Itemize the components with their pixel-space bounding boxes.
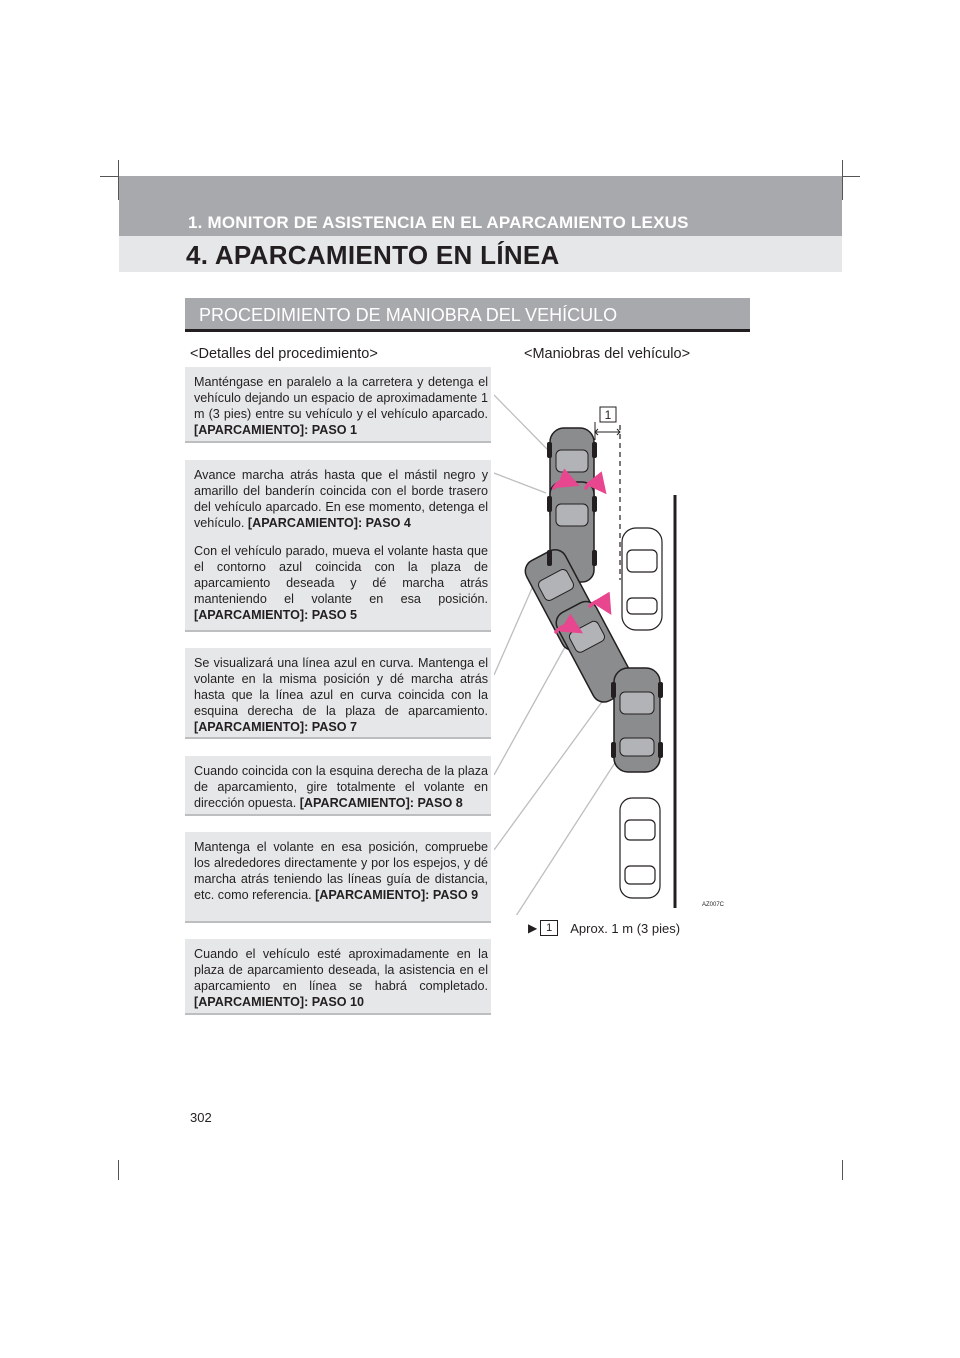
step-6-text: Cuando el vehículo esté aproximadamente en la plaza de aparcamiento deseada, la asistencia en el aparcamiento en línea se habrá completado. — [194, 947, 488, 993]
callout-number: 1 — [604, 408, 612, 422]
step-3-text: Se visualizará una línea azul en curva. Mantenga el volante en la misma posición y dé marcha atrás hasta que la línea azul en curva coincida con la esquina derecha de la plaza de aparcamiento. — [194, 656, 488, 718]
car-position-5 — [614, 668, 660, 772]
step-2-ref: [APARCAMIENTO]: PASO 4 — [247, 516, 411, 530]
distance-note — [528, 920, 680, 936]
step-5-ref: [APARCAMIENTO]: PASO 9 — [315, 888, 479, 902]
note-number-box: 1 — [540, 920, 558, 936]
note-text: Aprox. 1 m (3 pies) — [570, 920, 681, 936]
step-1-ref: [APARCAMIENTO]: PASO 1 — [194, 423, 358, 437]
chapter-title: 4. APARCAMIENTO EN LÍNEA — [186, 240, 560, 270]
step-box-6 — [185, 939, 491, 1015]
page-number: 302 — [190, 1110, 212, 1125]
figure-code: AZ007C — [702, 902, 725, 908]
maneuvers-heading: <Maniobras del vehículo> — [524, 346, 691, 362]
crop-mark — [842, 160, 843, 200]
distance-marker — [595, 422, 620, 440]
step-4-text: Cuando coincida con la esquina derecha de la plaza de aparcamiento, gire totalmente el volante en dirección opuesta. — [194, 764, 488, 810]
parking-maneuver-diagram — [494, 370, 744, 915]
parked-car-rear — [620, 798, 660, 898]
step-3-ref: [APARCAMIENTO]: PASO 7 — [194, 720, 358, 734]
step-box-2 — [185, 460, 491, 632]
details-heading: <Detalles del procedimiento> — [190, 346, 378, 362]
step-box-4 — [185, 756, 491, 816]
procedure-title: PROCEDIMIENTO DE MANIOBRA DEL VEHÍCULO — [199, 305, 618, 325]
step-5-text: Mantenga el volante en esa posición, compruebe los alrededores directamente y por los espejos, y dé marcha atrás teniendo las líneas guía de distancia, etc. como referencia. — [194, 840, 488, 902]
step-2-text: Avance marcha atrás hasta que el mástil negro y amarillo del banderín coincida con el borde trasero del vehículo aparcado. En ese momento, detenga el vehículo. — [194, 468, 488, 530]
crop-mark — [842, 1160, 843, 1180]
step-1-text: Manténgase en paralelo a la carretera y detenga el vehículo dejando un espacio de aproximadamente 1 m (3 pies) entre su vehículo y el vehículo aparcado. — [194, 375, 488, 421]
triangle-bullet-icon: ▶ — [528, 921, 538, 935]
crop-mark — [118, 1160, 119, 1180]
step-box-5 — [185, 832, 491, 923]
step-4-ref: [APARCAMIENTO]: PASO 8 — [299, 796, 463, 810]
step-box-1 — [185, 367, 491, 443]
step-2b-text: Con el vehículo parado, mueva el volante hasta que el contorno azul coincida con la plaza de aparcamiento deseada y dé marcha atrás manteniendo el volante en esa posición. — [194, 544, 488, 606]
step-2b-ref: [APARCAMIENTO]: PASO 5 — [194, 608, 358, 622]
parked-car-front — [622, 528, 662, 630]
step-6-ref: [APARCAMIENTO]: PASO 10 — [194, 995, 365, 1009]
section-title: 1. MONITOR DE ASISTENCIA EN EL APARCAMIENTO LEXUS — [188, 213, 689, 232]
step-box-3 — [185, 648, 491, 739]
